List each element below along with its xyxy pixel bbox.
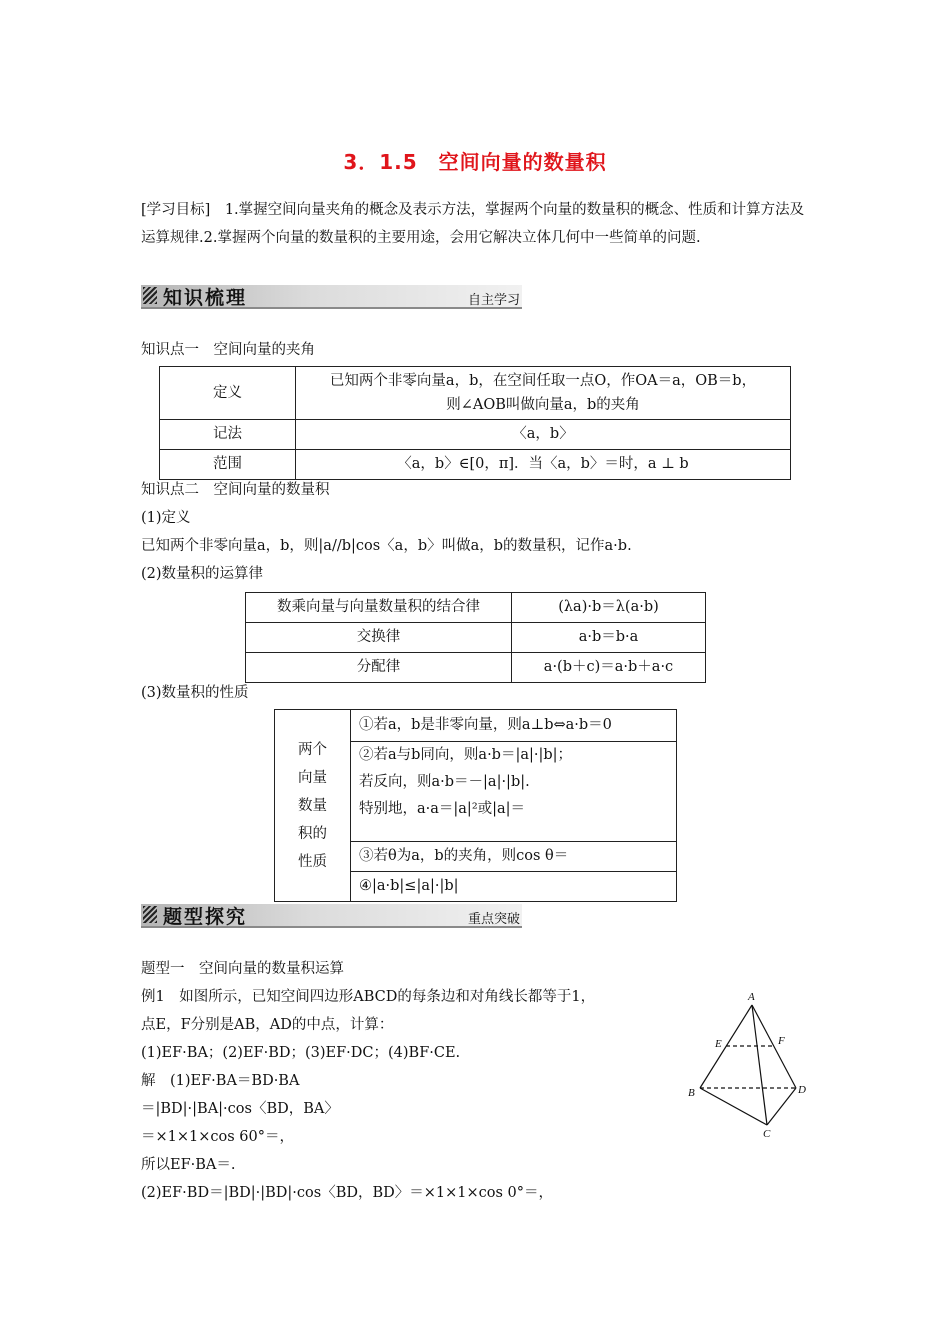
solution-line-2: ＝|BD|·|BA|·cos〈BD，BA〉 [141, 1101, 339, 1117]
edge-AD [752, 1005, 796, 1088]
property-2-line3: 特别地，a·a＝|a|²或|a|＝ [359, 801, 526, 817]
label-F: F [778, 1035, 785, 1047]
law-formula-distributive: a·(b＋c)＝a·b＋a·c [511, 652, 706, 683]
stripes-icon [143, 287, 157, 304]
table-value-notation: 〈a，b〉 [295, 419, 791, 450]
definition-line1: 已知两个非零向量a，b，在空间任取一点O，作OA＝a，OB＝b， [329, 373, 757, 389]
section-banner-knowledge [141, 282, 522, 310]
banner-title: 题型探究 [163, 906, 248, 928]
property-2-line2: 若反向，则a·b＝－|a|·|b|. [359, 774, 530, 790]
banner-title: 知识梳理 [163, 287, 248, 309]
label-A: A [748, 991, 755, 1003]
definition-line2: 则∠AOB叫做向量a，b的夹角 [446, 397, 640, 413]
stripes-icon [143, 906, 157, 923]
law-name-associative: 数乘向量与向量数量积的结合律 [245, 592, 512, 623]
definition-heading: (1)定义 [141, 510, 191, 526]
banner-subtitle: 重点突破 [467, 912, 520, 927]
law-name-distributive: 分配律 [245, 652, 512, 683]
table-value-definition [295, 366, 791, 420]
solution-line-1: 解 (1)EF·BA＝BD·BA [141, 1073, 300, 1089]
edge-DC [767, 1088, 796, 1125]
law-formula-commutative: a·b＝b·a [511, 622, 706, 653]
laws-heading: (2)数量积的运算律 [141, 566, 264, 582]
table-value-range: 〈a，b〉∈[0，π]．当〈a，b〉＝时，a ⊥ b [295, 449, 791, 480]
table-label-notation: 记法 [159, 419, 296, 450]
table-label-range: 范围 [159, 449, 296, 480]
section-heading: 题型一 空间向量的数量积运算 [141, 961, 344, 977]
definition-text: 已知两个非零向量a，b，则|a//b|cos〈a，b〉叫做a，b的数量积，记作a·b. [141, 538, 632, 554]
law-name-commutative: 交换律 [245, 622, 512, 653]
example-line-2: 点E，F分别是AB，AD的中点，计算： [141, 1017, 394, 1033]
properties-label: 两个 向量 数量 积的 性质 [274, 709, 351, 902]
edge-BC [700, 1088, 767, 1125]
learning-objectives: [学习目标] 1.掌握空间向量夹角的概念及表示方法，掌握两个向量的数量积的概念、性质和计算方法及运算规律.2.掌握两个向量的数量积的主要用途，会用它解决立体几何中一些简单的问题. [141, 202, 805, 246]
example-line-1: 例1 如图所示，已知空间四边形ABCD的每条边和对角线长都等于1， [141, 989, 596, 1005]
property-1: ①若a，b是非零向量，则a⊥b⇔a·b＝0 [350, 709, 677, 742]
kp1-heading: 知识点一 空间向量的夹角 [141, 342, 315, 358]
law-formula-associative: (λa)·b＝λ(a·b) [511, 592, 706, 623]
property-2-line1: ②若a与b同向，则a·b＝|a|·|b|； [359, 747, 573, 763]
property-4: ④|a·b|≤|a|·|b| [350, 871, 677, 902]
solution-line-3: ＝×1×1×cos 60°＝， [141, 1129, 295, 1145]
solution-line-4: 所以EF·BA＝. [141, 1157, 236, 1173]
property-3: ③若θ为a，b的夹角，则cos θ＝ [350, 841, 677, 872]
section-banner-problems [141, 901, 522, 929]
solution-line-5: (2)EF·BD＝|BD|·|BD|·cos〈BD，BD〉＝×1×1×cos 0°＝， [141, 1185, 554, 1201]
property-2 [350, 741, 677, 842]
label-D: D [798, 1084, 806, 1096]
properties-heading: (3)数量积的性质 [141, 685, 249, 701]
example-line-3: (1)EF·BA；(2)EF·BD；(3)EF·DC；(4)BF·CE. [141, 1045, 461, 1061]
page-title: 3．1.5 空间向量的数量积 [343, 150, 607, 174]
label-E: E [715, 1038, 722, 1050]
edge-AC [752, 1005, 767, 1125]
table-label-definition: 定义 [159, 366, 296, 420]
kp2-heading: 知识点二 空间向量的数量积 [141, 482, 330, 498]
label-B: B [688, 1087, 695, 1099]
label-C: C [763, 1128, 771, 1140]
banner-subtitle: 自主学习 [467, 293, 520, 308]
tetrahedron-figure [680, 985, 810, 1145]
